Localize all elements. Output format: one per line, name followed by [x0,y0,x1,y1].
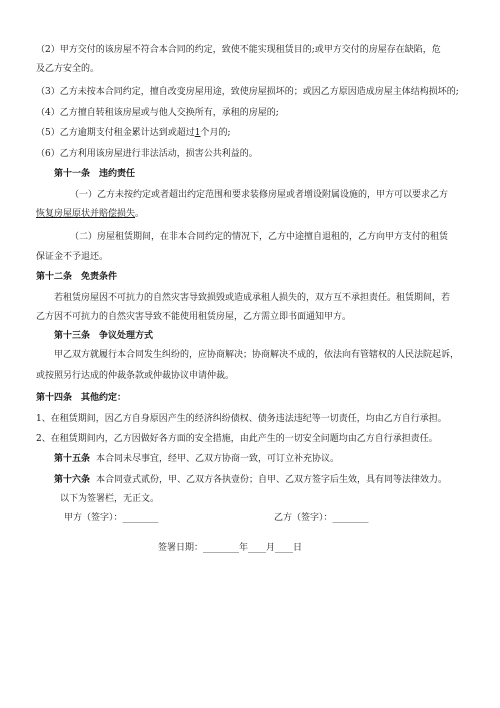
article-14-heading: 第十四条 其他约定： [36,393,127,403]
clause-item-6: （6）乙方利用该房屋进行非法活动，损害公共利益的。 [36,149,258,159]
article-11-para-1-cont [36,208,144,220]
clause-item-4: （4）乙方擅自转租该房屋或与他人交换所有，承租的房屋的; [36,108,279,118]
article-16-heading: 第十六条 [54,475,91,485]
article-11-heading: 第十一条 违约责任 [54,169,136,179]
article-11-para-1-end: 。 [135,209,145,219]
party-a-signature: 甲方（签字）：________ [64,513,159,523]
party-b-signature: 乙方（签字）：________ [274,513,369,523]
article-13-para-1: 甲乙双方就履行本合同发生纠纷的，应协商解决；协商解决不成的，依法向有管辖权的人民法院起诉， [54,350,460,360]
clause-item-2-text: （2）甲方交付的该房屋不符合本合同的约定，致使不能实现租赁目的; [36,45,315,55]
article-13-para-2: 或按照另行达成的仲裁条款或仲裁协议申请仲裁。 [36,371,235,381]
article-11-para-1-text: （一）乙方未按约定或者超出约定范围和要求装修房屋或者增设附属设施的，甲方可以要求乙方 [70,190,449,200]
clause-item-5-pre: （5）乙方逾期支付租金累计达到或超过 [36,128,195,138]
article-11-para-2: （二）房屋租赁期间，在非本合同约定的情况下，乙方中途擅自退租的，乙方向甲方支付的租赁 [70,232,449,242]
article-12-para-2: 乙方因不可抗力的自然灾害导致不能使用租赁房屋，乙方需立即书面通知甲方。 [36,312,352,322]
article-16-note: 以下为签署栏，无正文。 [60,494,160,504]
article-12-para-1: 若租赁房屋因不可抗力的自然灾害导致损毁或造成承租人损失的，双方互不承担责任。租赁期间，若 [54,293,451,303]
article-15-heading: 第十五条 [54,454,91,464]
clause-item-2-cont: 及乙方安全的。 [36,64,100,74]
clause-item-3: （3）乙方未按本合同约定，擅自改变房屋用途，致使房屋损坏的；或因乙方原因造成房屋主体结构损坏的; [36,87,459,97]
clause-item-5-months: 1 [194,128,201,138]
article-14-para-2: 2、在租赁期间内，乙方因做好各方面的安全措施，由此产生的一切安全问题均由乙方自行承担责任。 [36,434,438,444]
article-15 [54,453,339,465]
clause-item-5-post: 个月的; [200,128,231,138]
article-11-para-1 [70,189,448,201]
article-15-text: 本合同未尽事宜，经甲、乙双方协商一致，可订立补充协议。 [96,454,340,464]
article-16 [54,474,447,486]
signing-date: 签署日期：________年____月____日 [158,543,303,553]
article-11-para-1-underlined: 恢复房屋原状并赔偿损失 [36,209,136,219]
clause-item-2 [36,44,441,56]
article-16-text: 本合同壹式贰份，甲、乙双方各执壹份；自甲、乙双方签字后生效，具有同等法律效力。 [96,475,448,485]
clause-item-2-text-cont: 或甲方交付的房屋存在缺陷，危 [314,45,441,55]
article-14-para-1: 1、在租赁期间，因乙方自身原因产生的经济纠纷债权、债务违法违纪等一切责任，均由乙方自行承担。 [36,414,447,424]
clause-item-5 [36,127,231,139]
article-13-heading: 第十三条 争议处理方式 [54,331,154,341]
article-12-heading: 第十二条 免责条件 [36,272,118,282]
article-11-para-2-cont: 保证金不予退还。 [36,252,109,262]
